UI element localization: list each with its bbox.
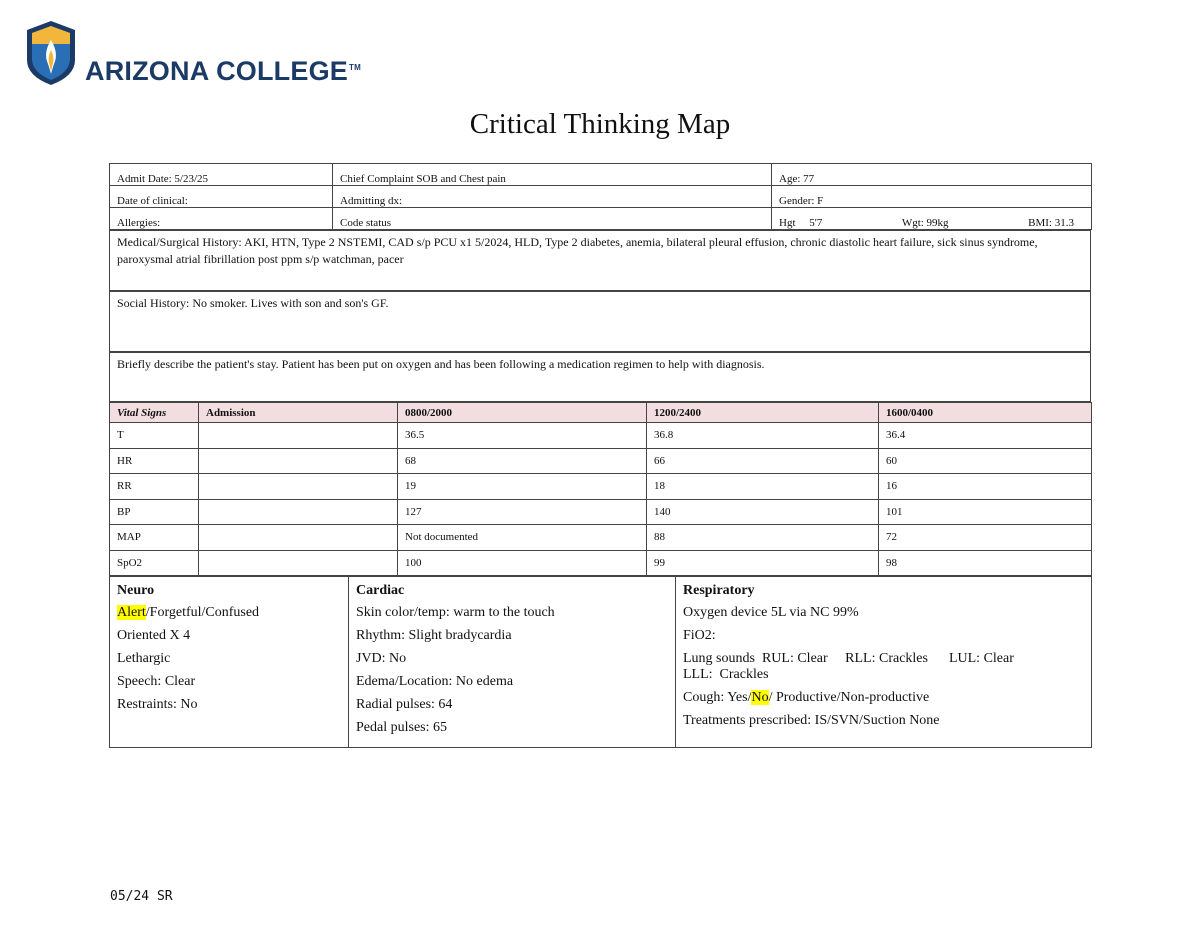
table-row (110, 448, 1092, 474)
age-cell: Age: 77 (772, 164, 1092, 186)
alert-highlight: Alert (117, 605, 146, 620)
weight-value: Wgt: 99kg (901, 217, 949, 229)
vital-value (199, 525, 398, 551)
vitals-header-row (110, 403, 1092, 423)
respiratory-section (676, 577, 1092, 748)
admitting-dx-cell: Admitting dx: (333, 186, 772, 208)
vital-label: MAP (110, 525, 199, 551)
table-row (110, 474, 1092, 500)
allergies-cell: Allergies: (110, 208, 333, 230)
vital-value (199, 448, 398, 474)
vital-value: 60 (879, 448, 1092, 474)
vital-value: 36.5 (398, 423, 647, 449)
vitals-header: 1200/2400 (647, 403, 879, 423)
brand-name: ARIZONA COLLEGE™ (85, 56, 361, 86)
cardiac-section (349, 577, 676, 748)
cardiac-jvd: JVD: No (356, 651, 407, 666)
vital-value: 36.8 (647, 423, 879, 449)
cardiac-skin: Skin color/temp: warm to the touch (356, 605, 555, 620)
cardiac-radial-pulses: Radial pulses: 64 (356, 697, 453, 712)
neuro-restraints: Restraints: No (117, 697, 198, 712)
respiratory-cough: Cough: Yes/No/ Productive/Non-productive (683, 690, 930, 705)
admit-date-cell: Admit Date: 5/23/25 (110, 164, 333, 186)
vital-value: 101 (879, 499, 1092, 525)
vital-value (199, 499, 398, 525)
table-row (110, 499, 1092, 525)
vital-value (199, 550, 398, 576)
vital-value: 18 (647, 474, 879, 500)
medical-history-text: Medical/Surgical History: AKI, HTN, Type 2 NSTEMI, CAD s/p PCU x1 5/2024, HLD, Type 2 diabetes, anemia, bilateral pleural effusion, chronic diastolic heart failure, sick sinus syndrome, paroxysmal atrial fibrillation post ppm s/p watchman, pacer (110, 231, 1091, 291)
table-row (110, 550, 1092, 576)
patient-info-table (109, 163, 1092, 230)
page-title: Critical Thinking Map (469, 108, 731, 140)
social-history-text: Social History: No smoker. Lives with son and son's GF. (110, 292, 1091, 352)
bmi-value: BMI: 31.3 (1028, 217, 1074, 229)
assessment-table (109, 576, 1092, 748)
respiratory-heading: Respiratory (683, 583, 755, 598)
neuro-speech: Speech: Clear (117, 674, 196, 689)
medical-history-box (109, 230, 1091, 291)
respiratory-treatments: Treatments prescribed: IS/SVN/Suction None (683, 713, 940, 728)
neuro-section (110, 577, 349, 748)
vital-label: SpO2 (110, 550, 199, 576)
vital-label: T (110, 423, 199, 449)
measurements-cell (772, 208, 1092, 230)
cardiac-pedal-pulses: Pedal pulses: 65 (356, 720, 447, 735)
vital-label: HR (110, 448, 199, 474)
neuro-oriented: Oriented X 4 (117, 628, 191, 643)
respiratory-lung-sounds: Lung sounds RUL: Clear RLL: Crackles LUL: Clear LLL: Crackles (683, 651, 1014, 682)
patient-stay-text: Briefly describe the patient's stay. Patient has been put on oxygen and has been following a medication regimen to help with diagnosis. (110, 353, 1091, 402)
vital-value: 99 (647, 550, 879, 576)
table-row (110, 423, 1092, 449)
cardiac-rhythm: Rhythm: Slight bradycardia (356, 628, 512, 643)
code-status-cell: Code status (333, 208, 772, 230)
vital-value: 19 (398, 474, 647, 500)
vitals-header: 1600/0400 (879, 403, 1092, 423)
vitals-header: Vital Signs (110, 403, 199, 423)
date-of-clinical-cell: Date of clinical: (110, 186, 333, 208)
vital-label: BP (110, 499, 199, 525)
respiratory-fio2: FiO2: (683, 628, 716, 643)
vital-value: 72 (879, 525, 1092, 551)
neuro-lethargic: Lethargic (117, 651, 171, 666)
cardiac-edema: Edema/Location: No edema (356, 674, 514, 689)
neuro-heading: Neuro (117, 583, 155, 598)
vital-value: 16 (879, 474, 1092, 500)
gender-cell: Gender: F (772, 186, 1092, 208)
footer-code: 05/24 SR (110, 889, 173, 904)
vital-value: 98 (879, 550, 1092, 576)
vital-value: 100 (398, 550, 647, 576)
cardiac-heading: Cardiac (356, 583, 405, 598)
vital-value: Not documented (398, 525, 647, 551)
vital-value: 36.4 (879, 423, 1092, 449)
height-value: Hgt 5'7 (779, 217, 823, 229)
arizona-college-logo (26, 20, 386, 88)
vital-value (199, 423, 398, 449)
vitals-header: Admission (199, 403, 398, 423)
trademark-mark: TM (349, 63, 361, 72)
patient-stay-box (109, 352, 1091, 402)
vital-value: 66 (647, 448, 879, 474)
vital-signs-table (109, 402, 1092, 576)
vital-value: 68 (398, 448, 647, 474)
critical-thinking-sheet (109, 163, 1091, 748)
vitals-header: 0800/2000 (398, 403, 647, 423)
vital-label: RR (110, 474, 199, 500)
neuro-alertness: Alert/Forgetful/Confused (117, 605, 260, 620)
vital-value (199, 474, 398, 500)
vital-value: 127 (398, 499, 647, 525)
table-row (110, 525, 1092, 551)
cough-no-highlight: No (751, 690, 769, 705)
respiratory-oxygen: Oxygen device 5L via NC 99% (683, 605, 859, 620)
vital-value: 140 (647, 499, 879, 525)
social-history-box (109, 291, 1091, 352)
vital-value: 88 (647, 525, 879, 551)
shield-flame-icon (26, 20, 76, 86)
chief-complaint-cell: Chief Complaint SOB and Chest pain (333, 164, 772, 186)
